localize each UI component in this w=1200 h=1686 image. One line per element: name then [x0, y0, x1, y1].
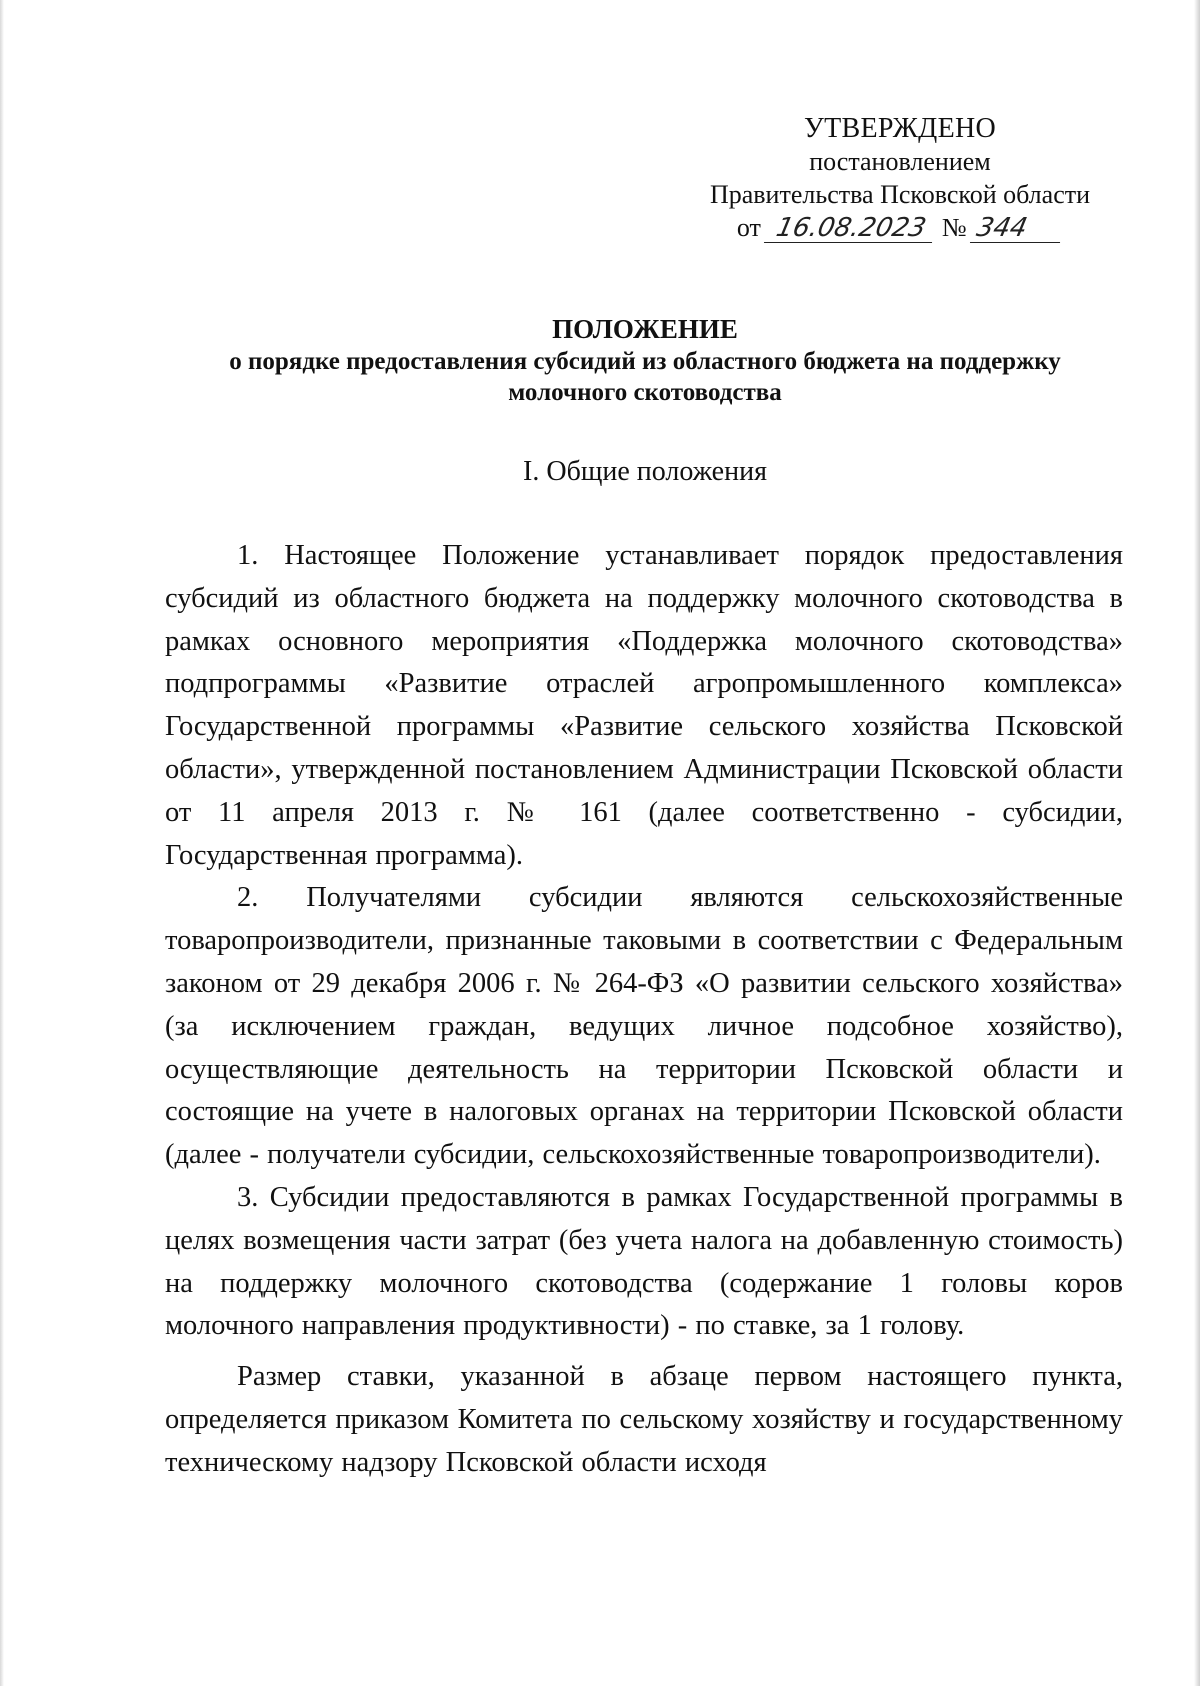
- handwritten-number: 344: [970, 214, 1066, 243]
- approval-by: постановлением: [809, 147, 991, 176]
- paragraph-4: Размер ставки, указанной в абзаце первом настоящего пункта, определяется приказом Комитета по сельскому хозяйству и государственному техническому надзору Псковской области исходя: [165, 1361, 1123, 1478]
- approval-dateline: [680, 211, 1120, 244]
- document-title: [150, 312, 1140, 408]
- paragraph-1: 1. Настоящее Положение устанавливает порядок предоставления субсидий из областного бюджета на поддержку молочного скотоводства в рамках основного мероприятия «Поддержка молочного скотоводства» подпрограммы «Развитие отраслей агропромышленного комплекса» Государственной программы «Развитие сельского хозяйства Псковской области», утвержденной постановлением Администрации Псковской области от 11 апреля 2013 г. № 161 (далее соответственно - субсидии, Государственная программа).: [165, 540, 1123, 871]
- title-main: ПОЛОЖЕНИЕ: [552, 314, 738, 344]
- title-subtitle-line1: о порядке предоставления субсидий из областного бюджета на поддержку: [229, 348, 1061, 375]
- date-prefix: от: [736, 213, 761, 242]
- title-subtitle-line2: молочного скотоводства: [508, 379, 782, 406]
- paragraph-2: 2. Получателями субсидии являются сельскохозяйственные товаропроизводители, признанные таковыми в соответствии с Федеральным законом от 29 декабря 2006 г. № 264-ФЗ «О развитии сельского хозяйства» (за исключением граждан, ведущих личное подсобное хозяйство), осуществляющие деятельность на территории Псковской области и состоящие на учете в налоговых органах на территории Псковской области (далее - получатели субсидии, сельскохозяйственные товаропроизводители).: [165, 882, 1123, 1171]
- approval-authority: Правительства Псковской области: [709, 180, 1091, 209]
- paragraph-3: 3. Субсидии предоставляются в рамках Государственной программы в целях возмещения части затрат (без учета налога на добавленную стоимость) на поддержку молочного скотоводства (содержание 1 головы коров молочного направления продуктивности) - по ставке, за 1 голову.: [165, 1181, 1123, 1342]
- approval-stamp-title: УТВЕРЖДЕНО: [803, 113, 997, 144]
- number-sign: №: [941, 213, 967, 242]
- scan-edge-left: [0, 0, 4, 1686]
- scan-edge-right: [1194, 0, 1200, 1686]
- approval-block: [680, 112, 1120, 244]
- document-body: [165, 535, 1123, 1485]
- section-heading: I. Общие положения: [523, 456, 767, 487]
- handwritten-date: 16.08.2023: [764, 214, 938, 243]
